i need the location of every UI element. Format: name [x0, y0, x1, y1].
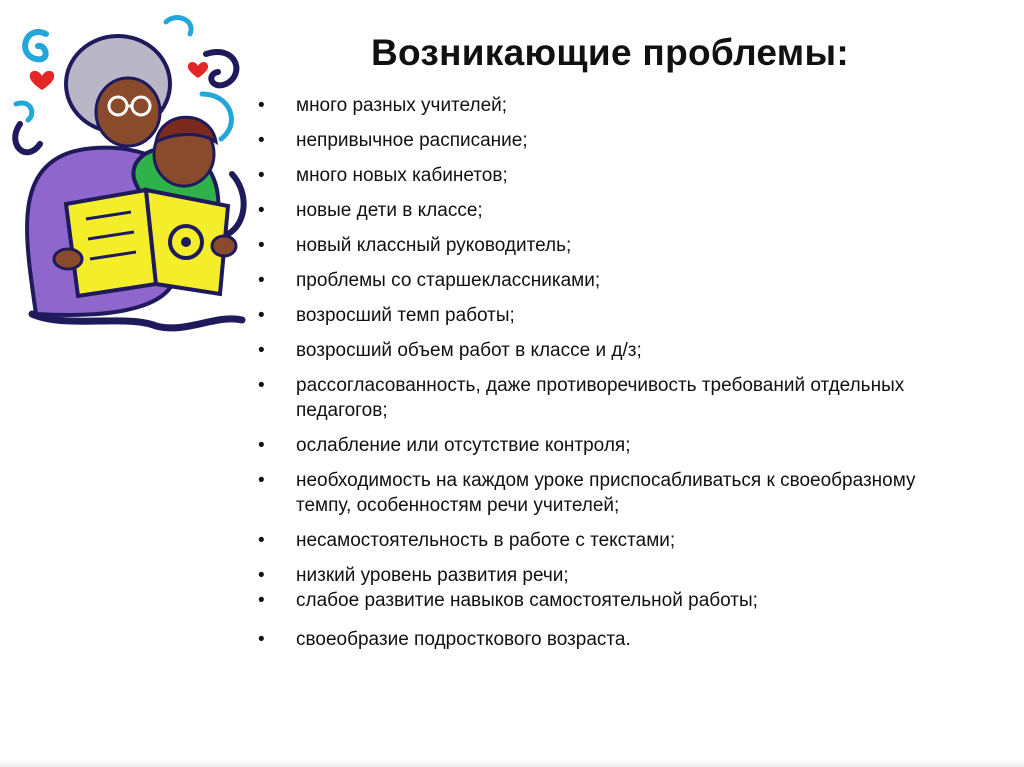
bullet-icon: • — [258, 340, 265, 361]
bullet-icon: • — [258, 375, 265, 396]
list-item-text: непривычное расписание; — [296, 130, 528, 151]
list-item — [252, 373, 952, 423]
bullet-icon: • — [258, 270, 265, 291]
bullet-icon: • — [258, 590, 265, 611]
list-item — [252, 433, 952, 458]
list-item-text: низкий уровень развития речи; — [296, 565, 569, 586]
list-item — [252, 128, 952, 153]
list-item — [252, 627, 952, 652]
bullet-icon: • — [258, 565, 265, 586]
list-item — [252, 563, 952, 588]
list-item — [252, 338, 952, 363]
list-item-text: много разных учителей; — [296, 95, 508, 116]
bullet-icon: • — [258, 235, 265, 256]
slide-title: Возникающие проблемы: — [370, 32, 849, 73]
grandmother-reading-book-illustration — [6, 14, 252, 332]
list-item-text: возросший темп работы; — [296, 305, 515, 326]
list-item — [252, 303, 952, 328]
list-item-text: новые дети в классе; — [296, 200, 483, 221]
bullet-icon: • — [258, 629, 265, 650]
list-item — [252, 163, 952, 188]
list-item — [252, 198, 952, 223]
bullet-icon: • — [258, 200, 265, 221]
list-item-text: необходимость на каждом уроке приспосабливаться к своеобразному темпу, особенностям речи учителей; — [296, 470, 916, 516]
list-item — [252, 233, 952, 258]
list-item-text: слабое развитие навыков самостоятельной работы; — [296, 590, 758, 611]
list-item — [252, 268, 952, 293]
list-item-text: новый классный руководитель; — [296, 235, 572, 256]
list-item-text: несамостоятельность в работе с текстами; — [296, 530, 676, 551]
list-item — [252, 528, 952, 553]
list-item-text: ослабление или отсутствие контроля; — [296, 435, 631, 456]
bullet-icon: • — [258, 530, 265, 551]
list-item-text: проблемы со старшеклассниками; — [296, 270, 601, 291]
bullet-icon: • — [258, 470, 265, 491]
list-item — [252, 468, 952, 518]
list-item — [252, 588, 952, 613]
bullet-icon: • — [258, 130, 265, 151]
bullet-icon: • — [258, 165, 265, 186]
bullet-icon: • — [258, 95, 265, 116]
problem-list — [252, 93, 952, 662]
slide-bottom-edge — [0, 759, 1024, 767]
list-item — [252, 93, 952, 118]
bullet-icon: • — [258, 305, 265, 326]
list-item-text: много новых кабинетов; — [296, 165, 508, 186]
list-item-text: своеобразие подросткового возраста. — [296, 629, 631, 650]
list-item-text: возросший объем работ в классе и д/з; — [296, 340, 642, 361]
list-item-text: рассогласованность, даже противоречивость требований отдельных педагогов; — [296, 375, 905, 421]
bullet-icon: • — [258, 435, 265, 456]
